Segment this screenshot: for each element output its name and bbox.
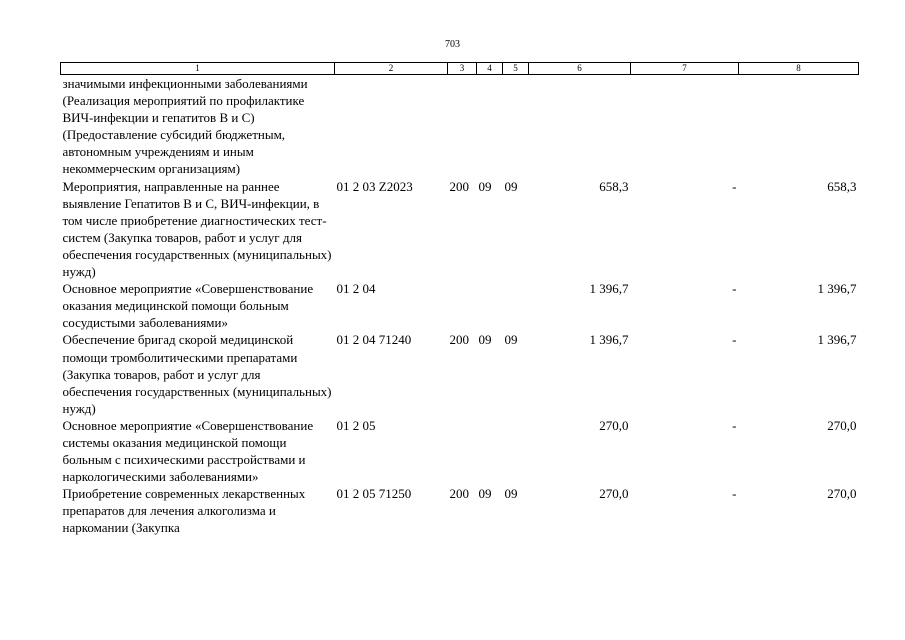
budget-table: [60, 62, 859, 537]
row-pr: 09: [504, 486, 518, 502]
row-name: Обеспечение бригад скорой медицинской помощи тромболитическими препаратами (Закупка товаров, работ и услуг для обеспечения государственных (муниципальных) нужд): [62, 332, 332, 416]
column-header-1: 1: [61, 63, 335, 75]
row-vr: 200: [449, 486, 469, 502]
row-fed: -: [732, 417, 737, 433]
row-rz: [477, 280, 503, 331]
row-total: 1 396,7: [589, 281, 629, 297]
row-vr: 200: [449, 332, 469, 348]
row-pr: [503, 280, 529, 331]
table-row: [61, 417, 859, 485]
row-total: 1 396,7: [589, 332, 629, 348]
row-rz: 09: [478, 332, 492, 348]
row-total: 658,3: [599, 178, 629, 194]
row-reg: 270,0: [827, 417, 857, 433]
row-reg: 1 396,7: [817, 332, 857, 348]
row-reg: [739, 75, 859, 178]
table-row: [61, 331, 859, 416]
row-vr: [448, 280, 477, 331]
row-total: [529, 75, 631, 178]
row-pr: [503, 417, 529, 485]
row-rz: [477, 75, 503, 178]
row-code: 01 2 04: [336, 281, 376, 297]
row-name: Приобретение современных лекарственных препаратов для лечения алкоголизма и наркомании (Закупка: [62, 486, 306, 536]
column-header-4: 4: [477, 63, 503, 75]
row-code: [335, 75, 448, 178]
row-code: 01 2 04 71240: [336, 332, 412, 348]
row-name: Основное мероприятие «Совершенствование оказания медицинской помощи больным сосудистыми заболеваниями»: [62, 281, 314, 331]
column-header-3: 3: [448, 63, 477, 75]
column-header-5: 5: [503, 63, 529, 75]
row-rz: 09: [478, 486, 492, 502]
row-rz: 09: [478, 178, 492, 194]
column-header-2: 2: [335, 63, 448, 75]
table-row: [61, 178, 859, 281]
page-number: 703: [445, 39, 460, 50]
row-name: значимыми инфекционными заболеваниями (Реализация мероприятий по профилактике ВИЧ-инфекции и гепатитов В и С) (Предоставление субсидий бюджетным, автономным учреждениям и иным некоммерческим организациям): [62, 76, 308, 177]
row-code: 01 2 05: [336, 417, 376, 433]
row-rz: [477, 417, 503, 485]
column-header-8: 8: [739, 63, 859, 75]
table-row: [61, 485, 859, 536]
row-reg: 658,3: [827, 178, 857, 194]
table-row: [61, 280, 859, 331]
row-name: Мероприятия, направленные на раннее выявление Гепатитов В и С, ВИЧ-инфекции, в том числе приобретение диагностических тест-систем (Закупка товаров, работ и услуг для обеспечения государственных (муниципальных) нужд): [62, 178, 332, 280]
table-row: [61, 75, 859, 178]
row-name: Основное мероприятие «Совершенствование системы оказания медицинской помощи больным с психическими расстройствами и наркологическими заболеваниями»: [62, 417, 314, 485]
row-code: 01 2 03 Z2023: [336, 178, 413, 194]
column-header-6: 6: [529, 63, 631, 75]
column-number-header: [61, 63, 859, 75]
row-reg: 270,0: [827, 486, 857, 502]
row-total: 270,0: [599, 486, 629, 502]
row-fed: -: [732, 332, 737, 348]
row-vr: [448, 417, 477, 485]
row-total: 270,0: [599, 417, 629, 433]
row-pr: [503, 75, 529, 178]
row-reg: 1 396,7: [817, 281, 857, 297]
row-fed: [631, 75, 739, 178]
row-pr: 09: [504, 332, 518, 348]
column-header-7: 7: [631, 63, 739, 75]
row-fed: -: [732, 281, 737, 297]
row-fed: -: [732, 486, 737, 502]
row-vr: 200: [449, 178, 469, 194]
row-pr: 09: [504, 178, 518, 194]
row-fed: -: [732, 178, 737, 194]
row-vr: [448, 75, 477, 178]
row-code: 01 2 05 71250: [336, 486, 412, 502]
